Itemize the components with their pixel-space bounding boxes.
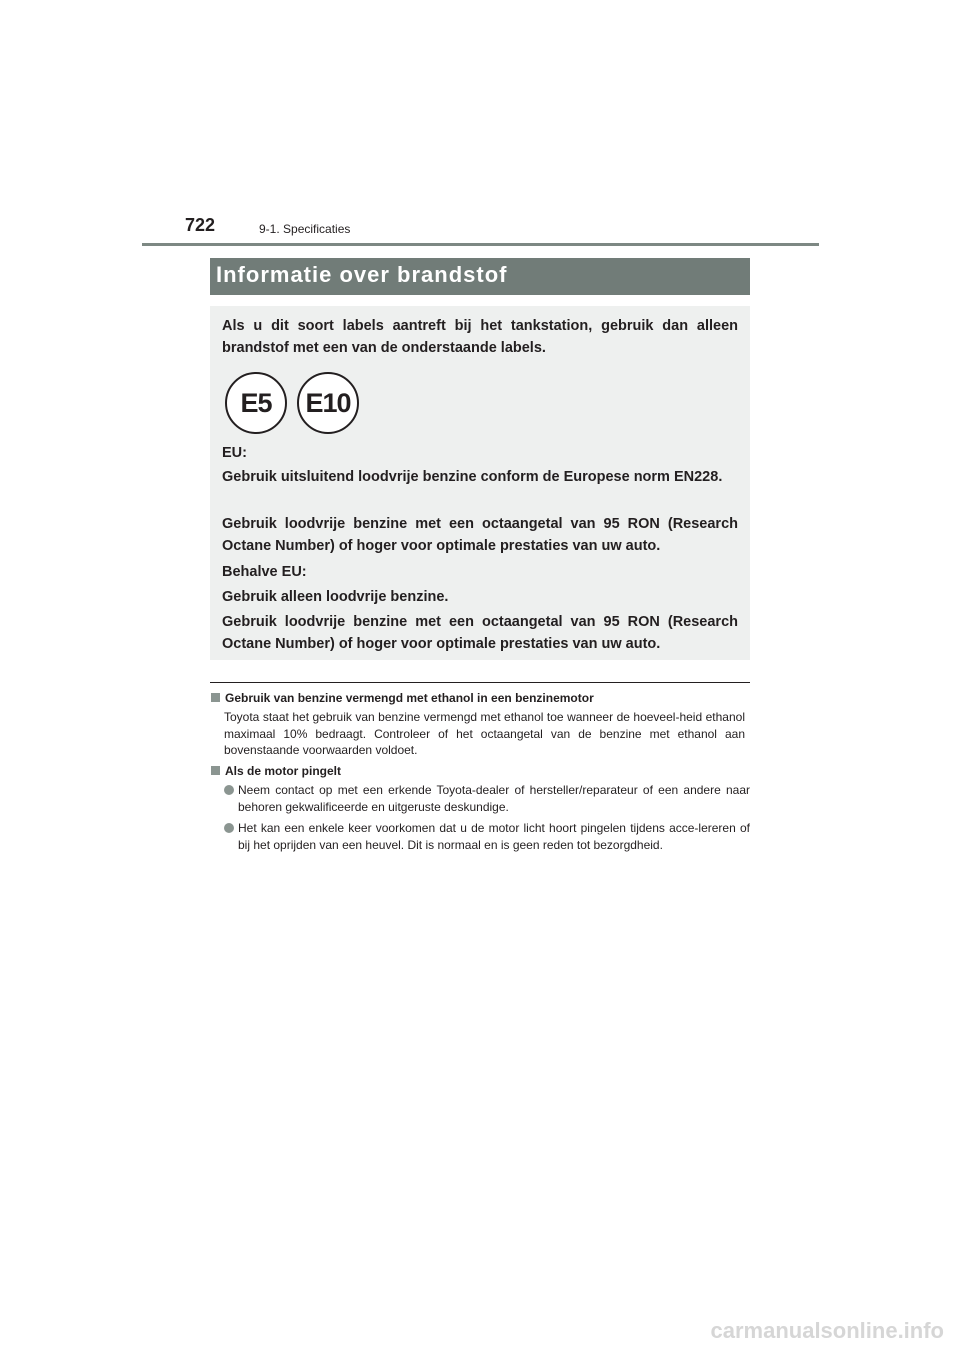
- fuel-info-box: [210, 306, 750, 660]
- circle-bullet-icon: [224, 785, 234, 795]
- eu-text-octane: Gebruik loodvrije benzine met een octaangetal van 95 RON (Research Octane Number) of hoger voor optimale prestaties van uw auto.: [222, 516, 738, 554]
- fuel-label-e10: E10: [297, 372, 359, 434]
- header-divider: [142, 243, 819, 246]
- eu-heading: EU:: [222, 445, 247, 461]
- non-eu-text-unleaded: Gebruik alleen loodvrije benzine.: [222, 589, 449, 605]
- square-bullet-icon: [211, 693, 220, 702]
- intro-text: Als u dit soort labels aantreft bij het tankstation, gebruik dan alleen brandstof met een van de onderstaande labels.: [222, 318, 738, 356]
- non-eu-text-octane: Gebruik loodvrije benzine met een octaangetal van 95 RON (Research Octane Number) of hoger voor optimale prestaties van uw auto.: [222, 614, 738, 652]
- circle-bullet-icon: [224, 823, 234, 833]
- section-reference: 9-1. Specificaties: [259, 222, 351, 236]
- fuel-label-e5: E5: [225, 372, 287, 434]
- section-title-bar: [210, 258, 750, 295]
- page-number: 722: [185, 215, 216, 235]
- ethanol-heading: Gebruik van benzine vermengd met ethanol in een benzinemotor: [211, 691, 594, 705]
- box-bottom-divider: [210, 682, 750, 683]
- ethanol-text: Toyota staat het gebruik van benzine vermengd met ethanol toe wanneer de hoeveel-heid ethanol maximaal 10% bedraagt. Controleer of het octaangetal van de benzine met ethanol aan bovenstaande voorwaarden voldoet.: [224, 710, 745, 757]
- knock-heading: Als de motor pingelt: [211, 764, 341, 778]
- square-bullet-icon: [211, 766, 220, 775]
- list-item: Neem contact op met een erkende Toyota-dealer of hersteller/reparateur of een andere naar behoren gekwalificeerde en uitgeruste deskundige.: [224, 782, 750, 815]
- list-item: Het kan een enkele keer voorkomen dat u de motor licht hoort pingelen tijdens acce-lereren of bij het oprijden van een heuvel. Dit is normaal en is geen reden tot bezorgdheid.: [224, 820, 750, 853]
- section-title: Informatie over brandstof: [216, 262, 508, 287]
- non-eu-heading: Behalve EU:: [222, 564, 307, 580]
- eu-text-standard: Gebruik uitsluitend loodvrije benzine conform de Europese norm EN228.: [222, 469, 723, 485]
- watermark: carmanualsonline.info: [710, 1318, 944, 1343]
